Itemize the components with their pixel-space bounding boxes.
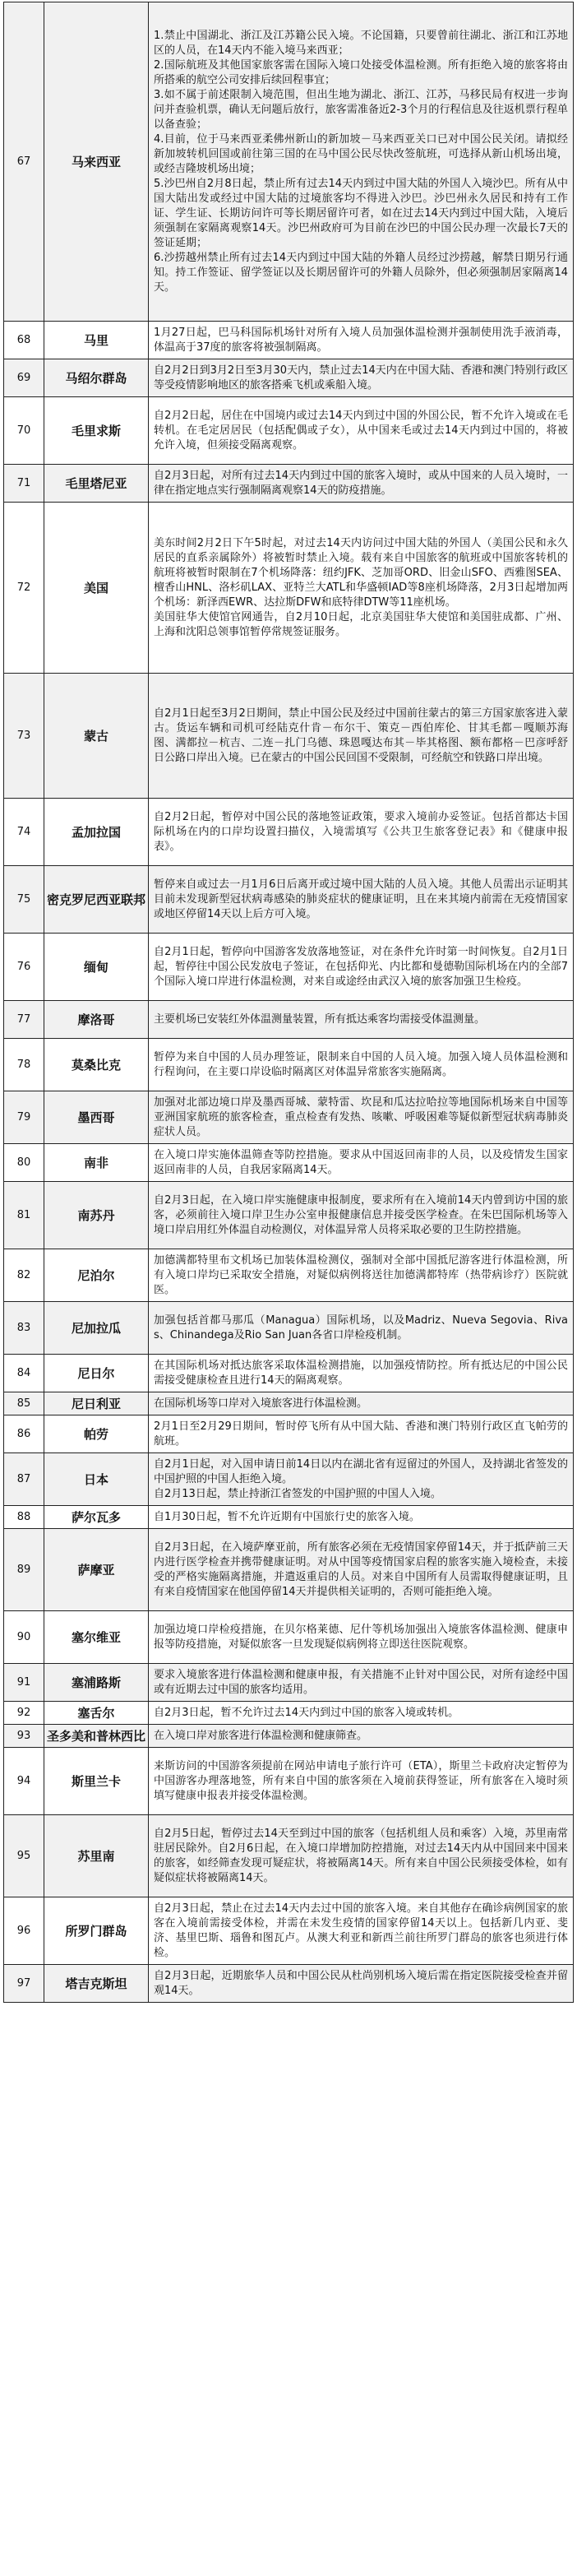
restriction-paragraph: 自2月13日起，禁止持浙江省签发的中国护照的中国人入境。	[154, 1487, 441, 1500]
restriction-description	[149, 1392, 574, 1415]
restriction-description	[149, 1725, 574, 1748]
row-number: 69	[4, 359, 44, 397]
country-name: 塞尔维亚	[44, 1611, 149, 1664]
restriction-paragraph: 5.沙巴州自2月8日起，禁止所有过去14天内到过中国大陆的外国人入境沙巴。所有从中国大陆出发或经过中国大陆的过境旅客均不得进入沙巴。沙巴州永久居民和持有工作证、学生证、长期访问许可等长期居留许可者，如在过去14天内到过中国大陆，入境后须强制在家隔离观察14天。沙巴州政府可为目前在沙巴的中国公民办理一次最长7天的签证延期；	[154, 177, 568, 249]
table-row	[4, 1001, 574, 1039]
restriction-description	[149, 1144, 574, 1182]
restriction-paragraph: 要求入境旅客进行体温检测和健康申报，有关措施不止针对中国公民，对所有途经中国或有近期去过中国的旅客均适用。	[154, 1668, 568, 1696]
restriction-description	[149, 1001, 574, 1039]
restriction-description	[149, 1182, 574, 1249]
row-number: 94	[4, 1748, 44, 1815]
table-row	[4, 465, 574, 503]
row-number: 80	[4, 1144, 44, 1182]
country-name: 摩洛哥	[44, 1001, 149, 1039]
table-row	[4, 934, 574, 1001]
restriction-description	[149, 503, 574, 674]
restriction-description	[149, 1529, 574, 1611]
country-name: 日本	[44, 1453, 149, 1506]
table-row	[4, 799, 574, 866]
restriction-paragraph: 自2月3日起，暂不允许过去14天内到过中国的旅客入境或转机。	[154, 1706, 459, 1719]
row-number: 87	[4, 1453, 44, 1506]
restriction-paragraph: 3.如不属于前述限制入境范围，但出生地为湖北、浙江、江苏，马移民局有权进一步询问并查验机票，确认无问题后放行，旅客需准备近2-3个月的行程信息及往返机票行程单以备查验；	[154, 88, 568, 131]
table-row	[4, 359, 574, 397]
restriction-paragraph: 在国际机场等口岸对入境旅客进行体温检测。	[154, 1397, 368, 1410]
table-row	[4, 1182, 574, 1249]
restriction-paragraph: 加德满都特里布文机场已加装体温检测仪，强制对全部中国抵尼游客进行体温检测，所有入境口岸均已采取安全措施，对疑似病例将送往加德满都特库（热带病诊疗）医院就医。	[154, 1253, 568, 1296]
restriction-paragraph: 6.沙捞越州禁止所有过去14天内到过中国大陆的外籍人员经过沙捞越，解禁日期另行通知。持工作签证、留学签证以及长期居留许可的外籍人员除外，但必须强制居家隔离14天。	[154, 251, 568, 294]
row-number: 68	[4, 322, 44, 359]
restriction-description	[149, 1506, 574, 1529]
row-number: 89	[4, 1529, 44, 1611]
country-name: 美国	[44, 503, 149, 674]
restriction-description	[149, 1039, 574, 1091]
restriction-paragraph: 来斯访问的中国游客须提前在网站申请电子旅行许可（ETA），斯里兰卡政府决定暂停为中国游客办理落地签，所有来自中国的旅客须在入境前获得签证，所有旅客在入境时须填写健康申报表并接受体温检测。	[154, 1759, 568, 1802]
restriction-paragraph: 在其国际机场对抵达旅客采取体温检测措施，以加强疫情防控。所有抵达尼的中国公民需接受健康检查且进行14天的隔离观察。	[154, 1359, 568, 1387]
row-number: 85	[4, 1392, 44, 1415]
country-name: 缅甸	[44, 934, 149, 1001]
country-name: 萨摩亚	[44, 1529, 149, 1611]
restriction-description	[149, 465, 574, 503]
country-name: 苏里南	[44, 1815, 149, 1897]
restriction-description	[149, 397, 574, 465]
country-name: 南非	[44, 1144, 149, 1182]
restriction-description	[149, 1453, 574, 1506]
travel-restrictions-document	[3, 2, 574, 2003]
table-row	[4, 1611, 574, 1664]
country-name: 萨尔瓦多	[44, 1506, 149, 1529]
table-row	[4, 1897, 574, 1965]
restriction-paragraph: 自2月3日起，在入境口岸实施健康申报制度，要求所有在入境前14天内曾到访中国的旅客，必须前往入境口岸卫生办公室申报健康信息并接受医学检查。在朱巴国际机场等入境口岸启用红外体温自动检测仪，对体温异常人员将采取必要的卫生防控措施。	[154, 1193, 568, 1236]
table-row	[4, 1815, 574, 1897]
table-row	[4, 1249, 574, 1302]
row-number: 91	[4, 1664, 44, 1702]
table-row	[4, 2, 574, 322]
restriction-paragraph: 美国驻华大使馆官网通告，自2月10日起，北京美国驻华大使馆和美国驻成都、广州、上海和沈阳总领事馆暂停常规签证服务。	[154, 610, 568, 638]
country-name: 尼日利亚	[44, 1392, 149, 1415]
country-name: 毛里求斯	[44, 397, 149, 465]
table-row	[4, 1302, 574, 1355]
country-name: 马来西亚	[44, 2, 149, 322]
table-row	[4, 1453, 574, 1506]
restriction-paragraph: 自2月3日起，在入境萨摩亚前，所有旅客必须在无疫情国家停留14天，并于抵萨前三天内进行医学检查并携带健康证明。对从中国等疫情国家启程的旅客实施入境检查，未接受的严格实施隔离措施，并遣返重启的人员。对来自中国所有人员需取得健康证明，且有来自疫情国家在他国停留14天并提供相关证明的，否则可能拒绝入境。	[154, 1541, 568, 1598]
table-row	[4, 1965, 574, 2003]
row-number: 86	[4, 1415, 44, 1453]
restriction-description	[149, 1091, 574, 1144]
restriction-description	[149, 1815, 574, 1897]
country-name: 南苏丹	[44, 1182, 149, 1249]
restriction-paragraph: 美东时间2月2日下午5时起，对过去14天内访问过中国大陆的外国人（美国公民和永久居民的直系亲属除外）将被暂时禁止入境。载有来自中国旅客的航班或中国旅客转机的航班将被暂时限制在7个机场降落：纽约JFK、芝加哥ORD、旧金山SFO、西雅图SEA、檀香山HNL、洛杉矶LAX、亚特兰大ATL和华盛顿IAD等8座机场降落，2月3日起增加两个机场：新泽西EWR、达拉斯DFW和底特律DTW等11座机场。	[154, 536, 568, 609]
restriction-description	[149, 1415, 574, 1453]
table-row	[4, 397, 574, 465]
table-row	[4, 1144, 574, 1182]
row-number: 96	[4, 1897, 44, 1965]
restriction-description	[149, 1249, 574, 1302]
restriction-paragraph: 暂停为来自中国的人员办理签证，限制来自中国的人员入境。加强入境人员体温检测和行程询问，在主要口岸设临时隔离区对体温异常旅客实施隔离。	[154, 1050, 568, 1078]
restriction-description	[149, 1302, 574, 1355]
country-name: 所罗门群岛	[44, 1897, 149, 1965]
restriction-paragraph: 自2月3日起，近期旅华人员和中国公民从杜尚别机场入境后需在指定医院接受检查并留观14天。	[154, 1969, 568, 1997]
row-number: 82	[4, 1249, 44, 1302]
country-name: 帕劳	[44, 1415, 149, 1453]
restriction-paragraph: 自2月1日起至3月2日期间，禁止中国公民及经过中国前往蒙古的第三方国家旅客进入蒙古。货运车辆和司机可经陆克什肯－布尔干、策克－西伯库伦、甘其毛都－嘎顺苏海图、满都拉－杭吉、二连－扎门乌德、珠恩嘎达布其－毕其格图、额布都格－巴彦呼舒日公路口岸出入境。已在蒙古的中国公民回国不受限制，可经航空和铁路口岸出境。	[154, 707, 568, 764]
row-number: 78	[4, 1039, 44, 1091]
restriction-description	[149, 1897, 574, 1965]
country-restrictions-table	[3, 2, 574, 2003]
table-row	[4, 503, 574, 674]
restriction-description	[149, 1611, 574, 1664]
table-row	[4, 1355, 574, 1392]
restriction-description	[149, 359, 574, 397]
restriction-paragraph: 自2月1日起，对入国申请日前14日以内在湖北省有逗留过的外国人，及持湖北省签发的中国护照的中国人拒绝入境。	[154, 1457, 568, 1485]
country-name: 斯里兰卡	[44, 1748, 149, 1815]
row-number: 81	[4, 1182, 44, 1249]
row-number: 84	[4, 1355, 44, 1392]
restriction-description	[149, 2, 574, 322]
restriction-paragraph: 主要机场已安装红外体温测量装置，所有抵达乘客均需接受体温测量。	[154, 1012, 486, 1026]
country-name: 蒙古	[44, 674, 149, 799]
table-row	[4, 1748, 574, 1815]
restriction-description	[149, 866, 574, 934]
country-name: 莫桑比克	[44, 1039, 149, 1091]
row-number: 90	[4, 1611, 44, 1664]
row-number: 71	[4, 465, 44, 503]
restriction-paragraph: 2月1日至2月29日期间，暂时停飞所有从中国大陆、香港和澳门特别行政区直飞帕劳的航班。	[154, 1420, 568, 1448]
restriction-description	[149, 934, 574, 1001]
table-row	[4, 1664, 574, 1702]
table-row	[4, 1091, 574, 1144]
table-row	[4, 1529, 574, 1611]
row-number: 95	[4, 1815, 44, 1897]
row-number: 83	[4, 1302, 44, 1355]
table-row	[4, 1392, 574, 1415]
restriction-description	[149, 1355, 574, 1392]
table-row	[4, 1725, 574, 1748]
restriction-paragraph: 自2月2日到3月2日至3月30天内，禁止过去14天内在中国大陆、香港和澳门特别行政区等受疫情影响地区的旅客搭乘飞机或乘船入境。	[154, 364, 568, 391]
row-number: 74	[4, 799, 44, 866]
country-name: 毛里塔尼亚	[44, 465, 149, 503]
row-number: 92	[4, 1702, 44, 1725]
restriction-description	[149, 322, 574, 359]
table-row	[4, 1415, 574, 1453]
row-number: 77	[4, 1001, 44, 1039]
table-body	[4, 2, 574, 2003]
restriction-paragraph: 加强包括首都马那瓜（Managua）国际机场，以及Madriz、Nueva Segovia、Rivas、Chinandega及Rio San Juan各省口岸检疫机制。	[154, 1313, 568, 1341]
restriction-paragraph: 自2月2日起，居住在中国境内或过去14天内到过中国的外国公民，暂不允许入境或在毛转机。在毛定居居民（包括配偶或子女），从中国来毛或过去14天内到过中国的，将被允许入境，但须接受隔离观察。	[154, 409, 568, 452]
restriction-paragraph: 自2月2日起，暂停对中国公民的落地签证政策，要求入境前办妥签证。包括首都达卡国际机场在内的口岸均设置扫描仪，入境需填写《公共卫生旅客登记表》和《健康申报表》。	[154, 810, 568, 853]
table-row	[4, 322, 574, 359]
row-number: 73	[4, 674, 44, 799]
restriction-description	[149, 674, 574, 799]
table-row	[4, 674, 574, 799]
restriction-paragraph: 自2月3日起，禁止在过去14天内去过中国的旅客入境。来自其他存在确诊病例国家的旅客在入境前需接受体检，并需在未发生疫情的国家停留14天以上。包括新几内亚、斐济、基里巴斯、瑙鲁和图瓦卢。从澳大利亚和新西兰前往所罗门群岛的旅客也须进行体检。	[154, 1902, 568, 1959]
row-number: 97	[4, 1965, 44, 2003]
restriction-paragraph: 加强对北部边境口岸及墨西哥城、蒙特雷、坎昆和瓜达拉哈拉等地国际机场来自中国等亚洲国家航班的旅客检查，重点检查有发热、咳嗽、呼吸困难等疑似新型冠状病毒肺炎症状人员。	[154, 1096, 568, 1138]
country-name: 尼加拉瓜	[44, 1302, 149, 1355]
restriction-description	[149, 1664, 574, 1702]
restriction-paragraph: 在入境口岸对旅客进行体温检测和健康筛查。	[154, 1729, 368, 1742]
restriction-paragraph: 2.国际航班及其他国家旅客需在国际入境口处接受体温检测。所有拒绝入境的旅客将由所搭乘的航空公司安排后续回程事宜；	[154, 58, 568, 86]
restriction-paragraph: 自1月30日起，暂不允许近期有中国旅行史的旅客入境。	[154, 1510, 420, 1523]
row-number: 70	[4, 397, 44, 465]
restriction-paragraph: 暂停来自或过去一月1月6日后离开或过境中国大陆的人员入境。其他人员需出示证明其目前未发现新型冠状病毒感染的肺炎症状的健康证明，且在来其境内前需在无疫情国家或地区停留14天以上后方可入境。	[154, 878, 568, 920]
row-number: 76	[4, 934, 44, 1001]
country-name: 密克罗尼西亚联邦	[44, 866, 149, 934]
restriction-paragraph: 1.禁止中国湖北、浙江及江苏籍公民入境。不论国籍，只要曾前往湖北、浙江和江苏地区的人员，在14天内不能入境马来西亚；	[154, 29, 568, 57]
restriction-paragraph: 在入境口岸实施体温筛查等防控措施。要求从中国返回南非的人员，以及疫情发生国家返回南非的人员，自我居家隔离14天。	[154, 1148, 568, 1176]
restriction-description	[149, 1965, 574, 2003]
restriction-paragraph: 自2月5日起，暂停过去14天至到过中国的旅客（包括机组人员和乘客）入境，苏里南常驻居民除外。自2月6日起，在入境口岸增加防控措施，对过去14天内从中国回来中国来的旅客，如经筛查发现可疑症状，将被隔离14天。所有来自中国公民须接受体检，如有疑似症状将被隔离14天。	[154, 1827, 568, 1884]
restriction-description	[149, 1702, 574, 1725]
row-number: 79	[4, 1091, 44, 1144]
country-name: 塔吉克斯坦	[44, 1965, 149, 2003]
country-name: 塞浦路斯	[44, 1664, 149, 1702]
restriction-description	[149, 1748, 574, 1815]
restriction-description	[149, 799, 574, 866]
row-number: 88	[4, 1506, 44, 1529]
table-row	[4, 1702, 574, 1725]
row-number: 67	[4, 2, 44, 322]
row-number: 75	[4, 866, 44, 934]
row-number: 93	[4, 1725, 44, 1748]
country-name: 塞舌尔	[44, 1702, 149, 1725]
table-row	[4, 866, 574, 934]
country-name: 尼日尔	[44, 1355, 149, 1392]
table-row	[4, 1039, 574, 1091]
country-name: 圣多美和普林西比	[44, 1725, 149, 1748]
table-row	[4, 1506, 574, 1529]
country-name: 马绍尔群岛	[44, 359, 149, 397]
restriction-paragraph: 4.目前，位于马来西亚柔佛州新山的新加坡－马来西亚关口已对中国公民关闭。请拟经新加坡转机回国或前往第三国的在马中国公民尽快改签航班，可选择从新山机场出境，或经吉隆坡机场出境；	[154, 132, 568, 175]
country-name: 尼泊尔	[44, 1249, 149, 1302]
country-name: 马里	[44, 322, 149, 359]
restriction-paragraph: 加强边境口岸检疫措施，在贝尔格莱德、尼什等机场加强出入境旅客体温检测、健康申报等防疫措施，对疑似旅客一旦发现疑似病例将立即送往医院观察。	[154, 1623, 568, 1651]
row-number: 72	[4, 503, 44, 674]
restriction-paragraph: 1月27日起，巴马科国际机场针对所有入境人员加强体温检测并强制使用洗手液消毒，体温高于37度的旅客将被强制隔离。	[154, 326, 568, 354]
restriction-paragraph: 自2月3日起，对所有过去14天内到过中国的旅客入境时，或从中国来的人员入境时，一律在指定地点实行强制隔离观察14天的防疫措施。	[154, 469, 568, 497]
country-name: 孟加拉国	[44, 799, 149, 866]
country-name: 墨西哥	[44, 1091, 149, 1144]
restriction-paragraph: 自2月1日起，暂停向中国游客发放落地签证，对在条件允许时第一时间恢复。自2月1日起，暂停往中国公民发放电子签证，在包括仰光、内比都和曼德勒国际机场在内的全部7个国际入境口岸进行体温检测，对来自或途经由武汉入境的旅客加强卫生检疫。	[154, 945, 568, 988]
